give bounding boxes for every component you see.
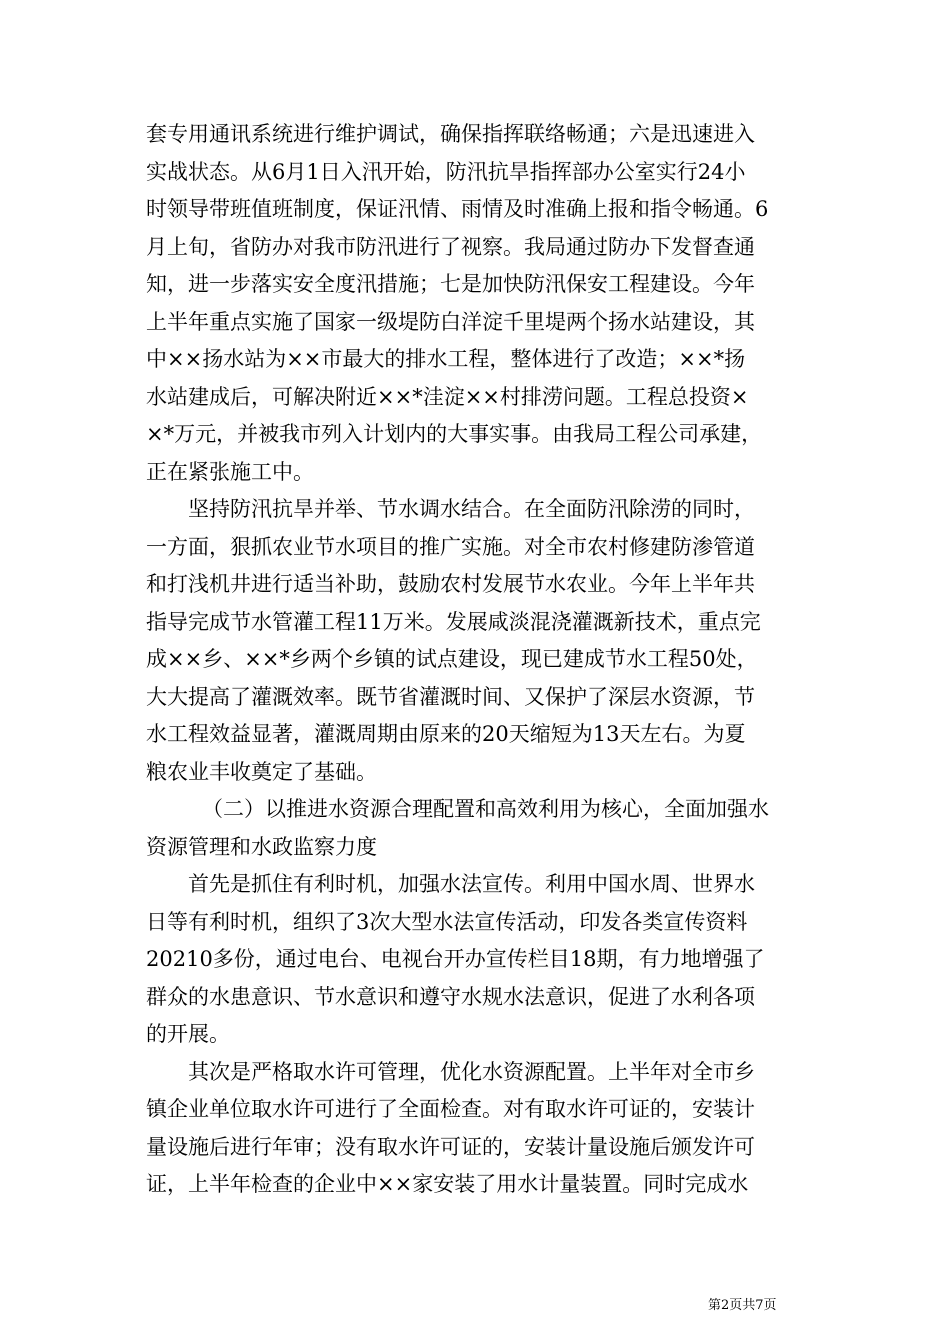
text-line: 一方面，狠抓农业节水项目的推广实施。对全市农村修建防渗管道 bbox=[146, 534, 755, 559]
text-line: 和打浅机井进行适当补助，鼓励农村发展节水农业。今年上半年共 bbox=[146, 572, 755, 596]
text-line: 粮农业丰收奠定了基础。 bbox=[146, 759, 377, 784]
text-line: 量设施后进行年审；没有取水许可证的，安装计量设施后颁发许可 bbox=[146, 1134, 755, 1159]
document-body bbox=[146, 116, 806, 1204]
text-line: 水工程效益显著，灌溉周期由原来的20天缩短为13天左右。为夏 bbox=[146, 722, 746, 746]
text-line: 证，上半年检查的企业中××家安装了用水计量装置。同时完成水 bbox=[146, 1172, 749, 1196]
text-line: 资源管理和水政监察力度 bbox=[146, 834, 377, 859]
text-line: ×*万元，并被我市列入计划内的大事实事。由我局工程公司承建， bbox=[146, 422, 763, 446]
text-line: 20210多份，通过电台、电视台开办宣传栏目18期，有力地增强了 bbox=[146, 947, 765, 971]
text-line: 大大提高了灌溉效率。既节省灌溉时间、又保护了深层水资源，节 bbox=[146, 684, 755, 709]
text-line: 中××扬水站为××市最大的排水工程，整体进行了改造；××*扬 bbox=[146, 347, 746, 371]
text-line: 时领导带班值班制度，保证汛情、雨情及时准确上报和指令畅通。6 bbox=[146, 197, 769, 221]
text-line: 套专用通讯系统进行维护调试，确保指挥联络畅通；六是迅速进入 bbox=[146, 122, 755, 146]
section-heading-line: （二）以推进水资源合理配置和高效利用为核心，全面加强水 bbox=[202, 797, 769, 821]
text-line: 水站建成后，可解决附近××*洼淀××村排涝问题。工程总投资× bbox=[146, 384, 749, 409]
page-number: 第2页共7页 bbox=[708, 1298, 777, 1313]
text-line: 其次是严格取水许可管理，优化水资源配置。上半年对全市乡 bbox=[188, 1059, 755, 1084]
text-line: 指导完成节水管灌工程11万米。发展咸淡混浇灌溉新技术，重点完 bbox=[146, 609, 761, 634]
text-line: 首先是抓住有利时机，加强水法宣传。利用中国水周、世界水 bbox=[188, 872, 755, 896]
text-line: 月上旬，省防办对我市防汛进行了视察。我局通过防办下发督查通 bbox=[146, 234, 755, 259]
text-line: 实战状态。从6月1日入汛开始，防汛抗旱指挥部办公室实行24小 bbox=[146, 159, 746, 184]
text-line: 镇企业单位取水许可进行了全面检查。对有取水许可证的，安装计 bbox=[146, 1097, 755, 1121]
text-line: 坚持防汛抗旱并举、节水调水结合。在全面防汛除涝的同时， bbox=[188, 497, 755, 521]
text-line: 上半年重点实施了国家一级堤防白洋淀千里堤两个扬水站建设，其 bbox=[146, 309, 755, 334]
text-line: 群众的水患意识、节水意识和遵守水规水法意识，促进了水利各项 bbox=[146, 984, 755, 1009]
text-line: 正在紧张施工中。 bbox=[146, 459, 314, 484]
text-line: 日等有利时机，组织了3次大型水法宣传活动，印发各类宣传资料 bbox=[146, 909, 748, 934]
text-line: 成××乡、××*乡两个乡镇的试点建设，现已建成节水工程50处， bbox=[146, 647, 758, 671]
text-line: 的开展。 bbox=[146, 1022, 230, 1046]
text-line: 知，进一步落实安全度汛措施；七是加快防汛保安工程建设。今年 bbox=[146, 272, 755, 296]
